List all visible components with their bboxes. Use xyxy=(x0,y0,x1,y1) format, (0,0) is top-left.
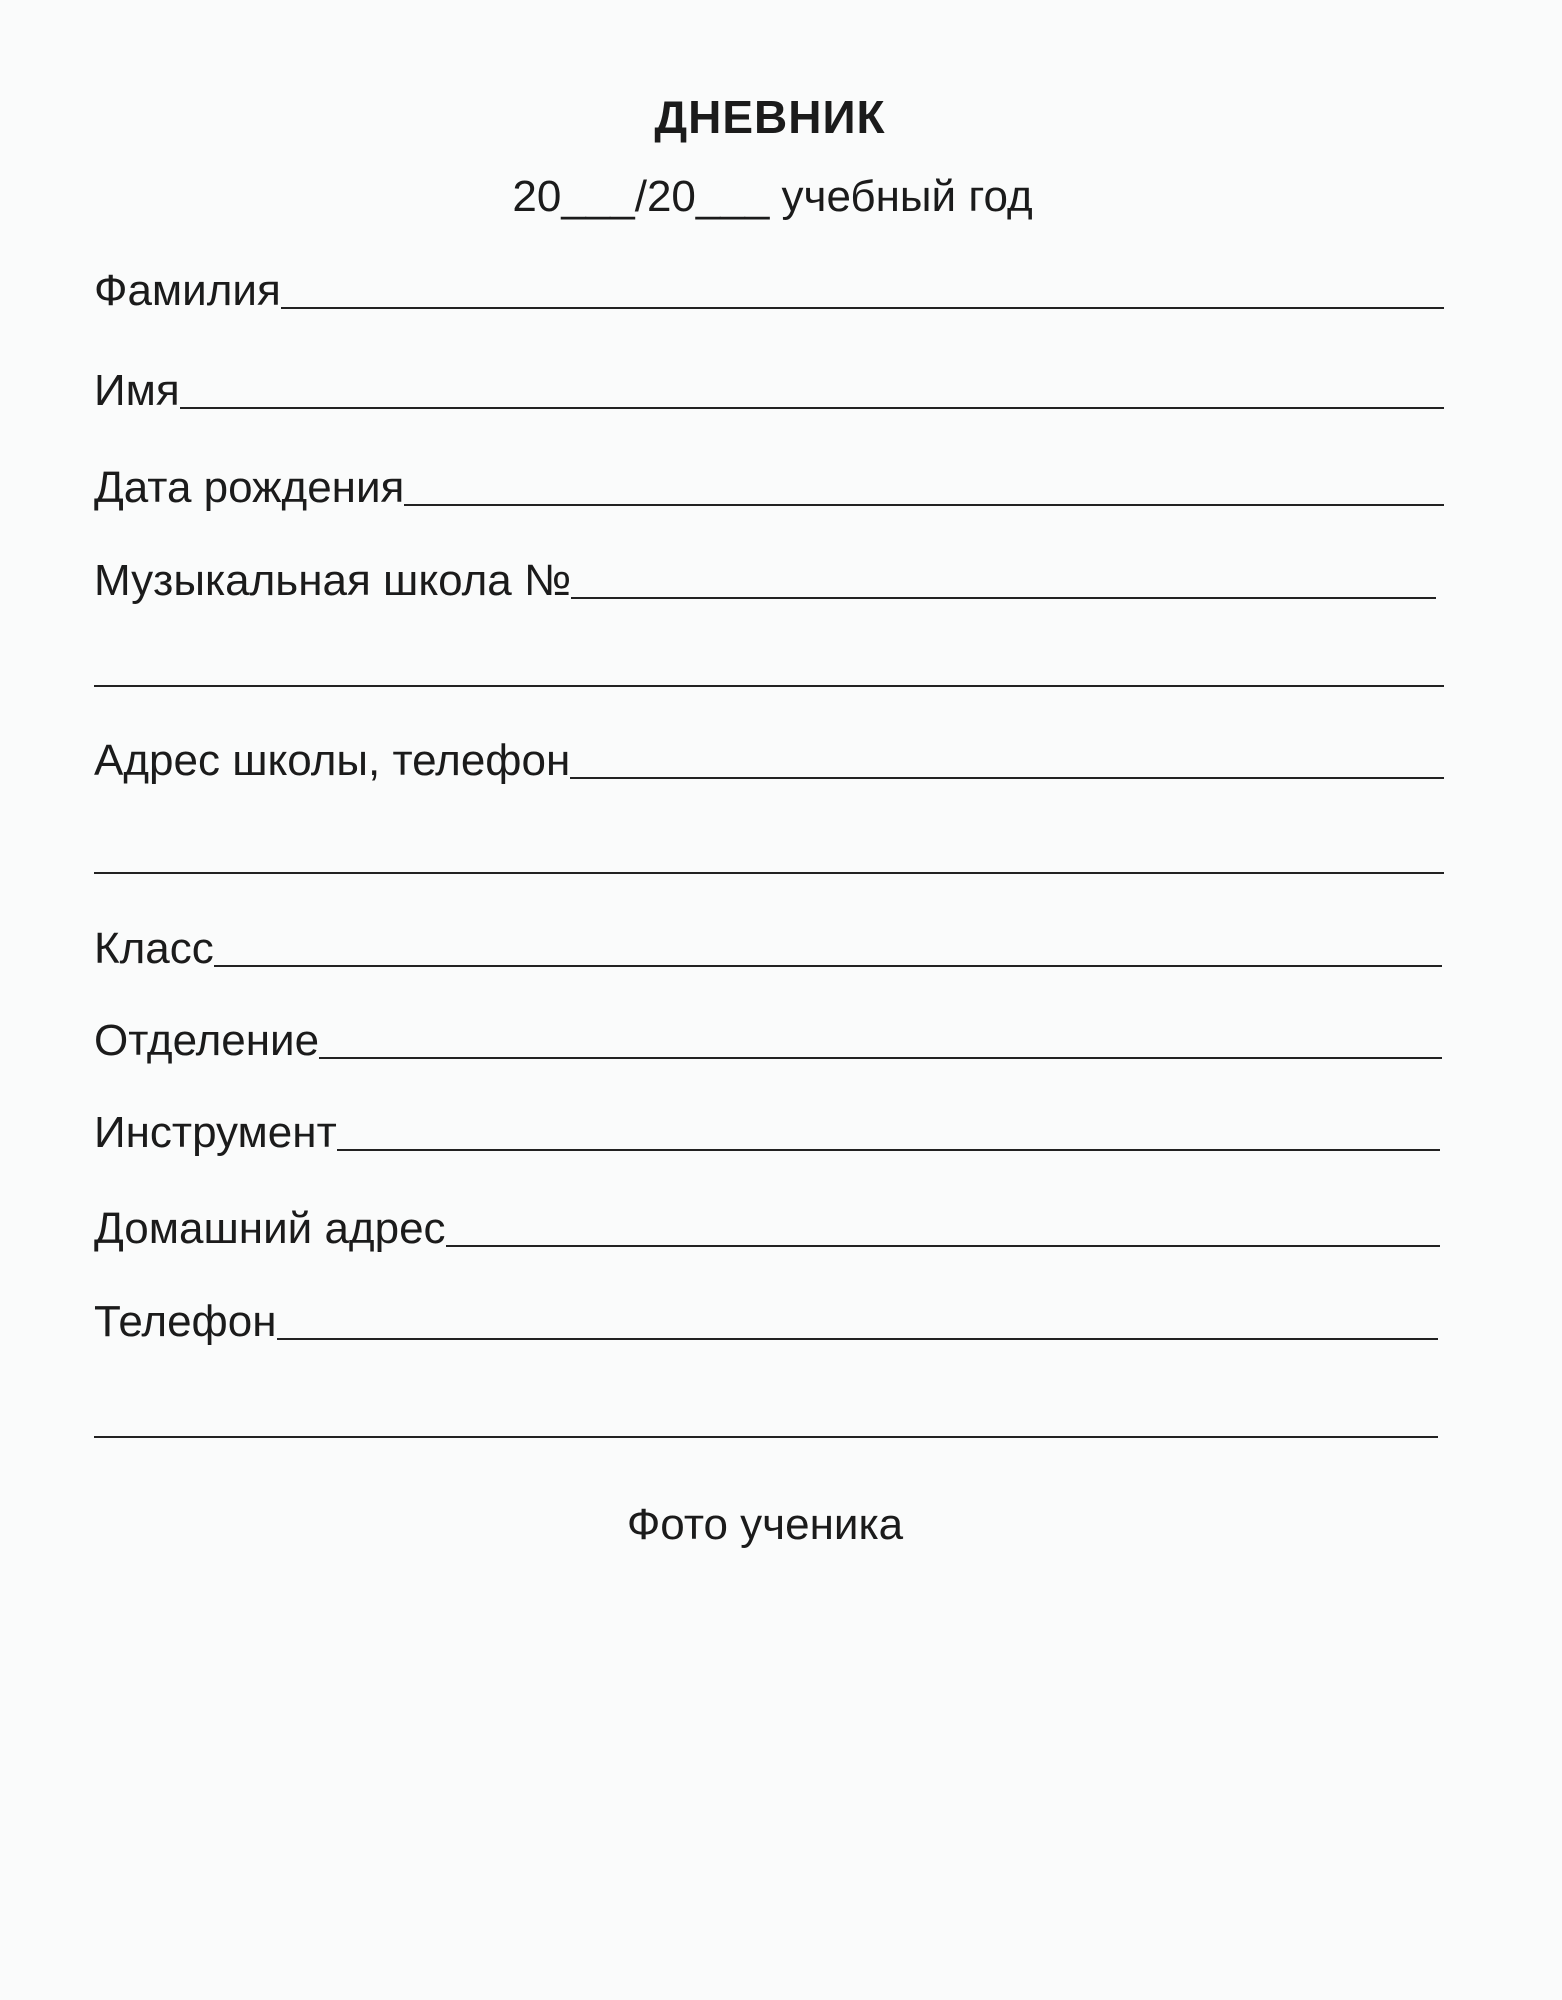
department-field[interactable] xyxy=(94,1005,1442,1065)
phone-continuation-line[interactable] xyxy=(94,1436,1438,1438)
school-address-continuation-line[interactable] xyxy=(94,872,1444,874)
photo-label: Фото ученика xyxy=(626,1500,904,1549)
school-address-field[interactable] xyxy=(94,725,1444,785)
music-school-continuation-line[interactable] xyxy=(94,685,1444,687)
department-line[interactable] xyxy=(319,1057,1442,1059)
birth-date-label: Дата рождения xyxy=(94,463,405,512)
class-field[interactable] xyxy=(94,913,1442,973)
home-address-field[interactable] xyxy=(94,1193,1440,1253)
school-year: 20___/20___ учебный год xyxy=(512,172,1033,221)
school-address-label: Адрес школы, телефон xyxy=(94,736,571,785)
phone-line[interactable] xyxy=(277,1338,1438,1340)
birth-date-field[interactable] xyxy=(94,452,1444,512)
instrument-label: Инструмент xyxy=(94,1108,337,1157)
name-label: Имя xyxy=(94,366,180,415)
page-title: ДНЕВНИК xyxy=(654,91,886,143)
home-address-label: Домашний адрес xyxy=(94,1204,446,1253)
surname-field[interactable] xyxy=(94,255,1444,315)
class-label: Класс xyxy=(94,924,214,973)
class-line[interactable] xyxy=(214,965,1442,967)
music-school-field[interactable] xyxy=(94,545,1436,605)
birth-date-line[interactable] xyxy=(404,504,1444,506)
instrument-field[interactable] xyxy=(94,1097,1440,1157)
music-school-label: Музыкальная школа № xyxy=(94,556,572,605)
name-field[interactable] xyxy=(94,355,1444,415)
surname-label: Фамилия xyxy=(94,266,281,315)
phone-label: Телефон xyxy=(94,1297,277,1346)
instrument-line[interactable] xyxy=(337,1149,1440,1151)
school-address-line[interactable] xyxy=(570,777,1444,779)
phone-field[interactable] xyxy=(94,1286,1438,1346)
department-label: Отделение xyxy=(94,1016,320,1065)
home-address-line[interactable] xyxy=(446,1245,1440,1247)
name-line[interactable] xyxy=(180,407,1444,409)
music-school-line[interactable] xyxy=(571,597,1436,599)
surname-line[interactable] xyxy=(281,307,1444,309)
